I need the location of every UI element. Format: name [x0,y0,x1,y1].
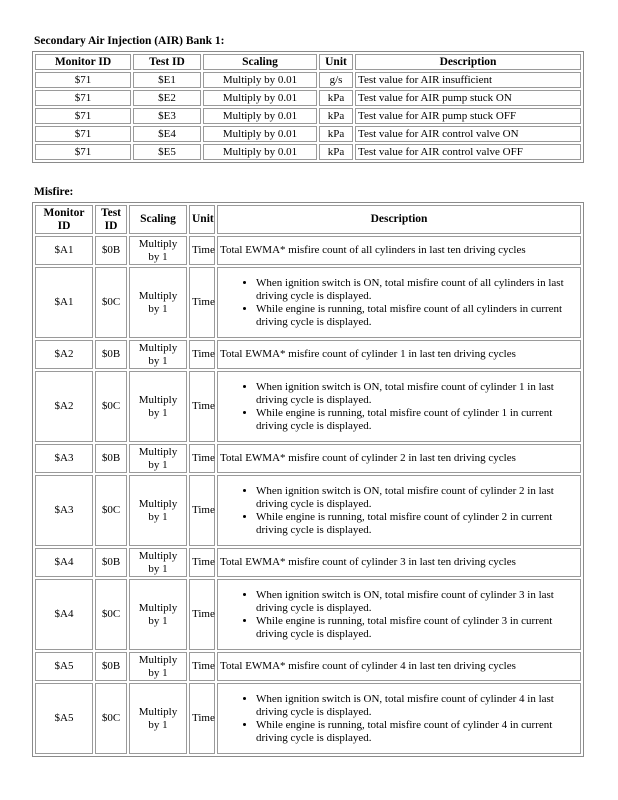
description-bullet: • When ignition switch is ON, total misfire count of cylinder 3 in last driving cycle is displayed. [256,589,578,615]
air-header-scaling: Scaling [203,54,317,70]
description-cell: Test value for AIR control valve ON [355,126,581,142]
monitor-id-cell: $A2 [35,340,93,369]
air-section-title: Secondary Air Injection (AIR) Bank 1: [34,35,225,47]
scaling-cell: Multiply by 1 [129,652,187,681]
misfire-section-title: Misfire: [34,186,74,198]
description-cell [217,267,581,338]
description-bullet-list [220,693,578,745]
test-id-cell: $0C [95,475,127,546]
table-row [35,652,581,681]
description-bullet: • While engine is running, total misfire count of cylinder 1 in current driving cycle is displayed. [256,407,578,433]
table-row [35,126,581,142]
description-bullet-list [220,277,578,329]
table-row [35,72,581,88]
monitor-id-cell: $A2 [35,371,93,442]
table-row [35,371,581,442]
scaling-cell: Multiply by 1 [129,579,187,650]
misfire-header-description: Description [217,205,581,234]
unit-cell: Time [189,683,215,754]
misfire-header-test-id: Test ID [95,205,127,234]
test-id-cell: $E2 [133,90,201,106]
monitor-id-cell: $A4 [35,579,93,650]
description-cell: Test value for AIR insufficient [355,72,581,88]
scaling-cell: Multiply by 0.01 [203,144,317,160]
description-bullet: • When ignition switch is ON, total misfire count of all cylinders in last driving cycle is displayed. [256,277,578,303]
table-row [35,236,581,265]
description-bullet: • While engine is running, total misfire count of all cylinders in current driving cycle is displayed. [256,303,578,329]
description-cell: Total EWMA* misfire count of all cylinders in last ten driving cycles [217,236,581,265]
test-id-cell: $0C [95,579,127,650]
scaling-cell: Multiply by 0.01 [203,108,317,124]
table-row [35,90,581,106]
unit-cell: Time [189,444,215,473]
monitor-id-cell: $A5 [35,683,93,754]
monitor-id-cell: $A3 [35,475,93,546]
scaling-cell: Multiply by 1 [129,236,187,265]
air-table [32,51,584,163]
table-row [35,444,581,473]
test-id-cell: $E5 [133,144,201,160]
misfire-header-monitor-id: Monitor ID [35,205,93,234]
description-cell [217,475,581,546]
scaling-cell: Multiply by 1 [129,444,187,473]
unit-cell: Time [189,340,215,369]
unit-cell: Time [189,236,215,265]
test-id-cell: $0B [95,340,127,369]
air-header-unit: Unit [319,54,353,70]
misfire-header-scaling: Scaling [129,205,187,234]
table-row [35,108,581,124]
air-header-test-id: Test ID [133,54,201,70]
document-page [32,34,584,757]
test-id-cell: $E3 [133,108,201,124]
scaling-cell: Multiply by 1 [129,548,187,577]
description-cell: Total EWMA* misfire count of cylinder 1 in last ten driving cycles [217,340,581,369]
table-row [35,683,581,754]
scaling-cell: Multiply by 0.01 [203,90,317,106]
unit-cell: Time [189,548,215,577]
misfire-header-row [35,205,581,234]
unit-cell: Time [189,267,215,338]
air-header-monitor-id: Monitor ID [35,54,131,70]
table-row [35,579,581,650]
description-bullet-list [220,589,578,641]
table-row [35,267,581,338]
description-cell [217,579,581,650]
table-row [35,548,581,577]
table-row [35,475,581,546]
description-bullet-list [220,381,578,433]
misfire-table [32,202,584,757]
description-bullet: • When ignition switch is ON, total misfire count of cylinder 2 in last driving cycle is displayed. [256,485,578,511]
air-header-row [35,54,581,70]
monitor-id-cell: $71 [35,72,131,88]
unit-cell: g/s [319,72,353,88]
scaling-cell: Multiply by 1 [129,683,187,754]
description-cell [217,371,581,442]
test-id-cell: $0B [95,652,127,681]
unit-cell: kPa [319,144,353,160]
test-id-cell: $0C [95,371,127,442]
description-bullet: • While engine is running, total misfire count of cylinder 3 in current driving cycle is displayed. [256,615,578,641]
monitor-id-cell: $71 [35,126,131,142]
test-id-cell: $0C [95,683,127,754]
monitor-id-cell: $A3 [35,444,93,473]
scaling-cell: Multiply by 1 [129,267,187,338]
description-cell: Total EWMA* misfire count of cylinder 4 in last ten driving cycles [217,652,581,681]
scaling-cell: Multiply by 1 [129,475,187,546]
unit-cell: kPa [319,126,353,142]
description-cell: Total EWMA* misfire count of cylinder 3 in last ten driving cycles [217,548,581,577]
unit-cell: kPa [319,90,353,106]
test-id-cell: $0B [95,444,127,473]
monitor-id-cell: $71 [35,144,131,160]
unit-cell: Time [189,652,215,681]
description-cell: Test value for AIR pump stuck OFF [355,108,581,124]
unit-cell: Time [189,371,215,442]
description-bullet: • While engine is running, total misfire count of cylinder 2 in current driving cycle is displayed. [256,511,578,537]
monitor-id-cell: $71 [35,108,131,124]
table-row [35,340,581,369]
description-cell: Test value for AIR pump stuck ON [355,90,581,106]
description-bullet: • While engine is running, total misfire count of cylinder 4 in current driving cycle is displayed. [256,719,578,745]
unit-cell: Time [189,579,215,650]
misfire-header-unit: Unit [189,205,215,234]
scaling-cell: Multiply by 1 [129,340,187,369]
description-cell: Total EWMA* misfire count of cylinder 2 in last ten driving cycles [217,444,581,473]
monitor-id-cell: $A4 [35,548,93,577]
table-row [35,144,581,160]
monitor-id-cell: $71 [35,90,131,106]
scaling-cell: Multiply by 1 [129,371,187,442]
test-id-cell: $0B [95,236,127,265]
monitor-id-cell: $A1 [35,236,93,265]
air-header-description: Description [355,54,581,70]
scaling-cell: Multiply by 0.01 [203,126,317,142]
monitor-id-cell: $A5 [35,652,93,681]
monitor-id-cell: $A1 [35,267,93,338]
scaling-cell: Multiply by 0.01 [203,72,317,88]
unit-cell: Time [189,475,215,546]
test-id-cell: $E4 [133,126,201,142]
test-id-cell: $E1 [133,72,201,88]
unit-cell: kPa [319,108,353,124]
test-id-cell: $0C [95,267,127,338]
description-bullet: • When ignition switch is ON, total misfire count of cylinder 4 in last driving cycle is displayed. [256,693,578,719]
description-bullet-list [220,485,578,537]
description-cell [217,683,581,754]
test-id-cell: $0B [95,548,127,577]
description-bullet: • When ignition switch is ON, total misfire count of cylinder 1 in last driving cycle is displayed. [256,381,578,407]
description-cell: Test value for AIR control valve OFF [355,144,581,160]
